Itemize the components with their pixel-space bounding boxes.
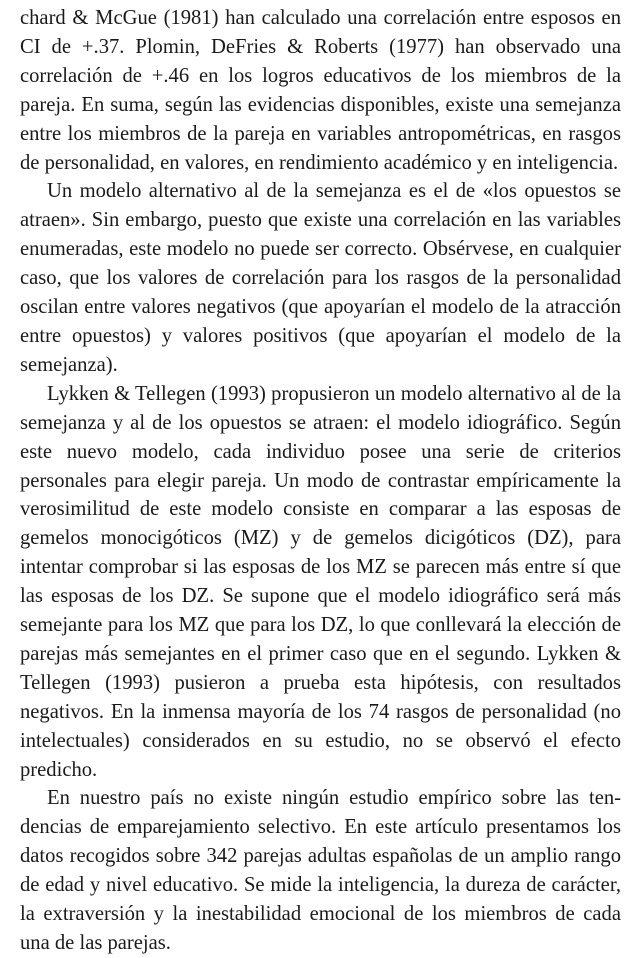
paragraph-present-study: En nuestro país no existe ningún estudio empírico sobre las tendencias de emparejamiento selectivo. En este artículo presentamos los datos recogidos sobre 342 parejas adultas españolas de un amplio rango de edad y nivel educativo. Se mide la inteligencia, la dureza de carácter, la extraversión y la inestabilidad emocional de los miembros de cada una de las parejas. [20,787,621,954]
paragraph-idiographic-model: Lykken & Tellegen (1993) propusieron un modelo alternativo al de la semejanza y al de los opuestos se atraen: el modelo idiográfico. Según este nuevo modelo, cada individuo posee una serie de criterios personales para elegir pareja. Un modo de contrastar empíricamente la verosimilitud de este modelo consiste en comparar a las esposas de gemelos monocigóticos (MZ) y de gemelos dicigóticos (DZ), para intentar comprobar si las esposas de los MZ se parecen más entre sí que las esposas de los DZ. Se supone que el modelo idiográfico será más semejante para los MZ que para los DZ, lo que conllevará la elección de parejas más semejantes en el primer caso que en el segundo. Lykken & Tellegen (1993) pusieron a prueba esta hipótesis, con resultados negativos. En la inmensa mayoría de los 74 rasgos de personalidad (no intelectuales) considerados en su estudio, no se observó el efecto predicho. [20,382,621,781]
paragraph-continued: chard & McGue (1981) han calculado una correlación entre esposos en CI de +.37. Plomin, DeFries & Roberts (1977) han observado una correlación de +.46 en los logros educativos de los miembros de la pareja. En suma, según las evidencias disponibles, existe una semejanza entre los miembros de la pareja en variables antropométricas, en rasgos de personalidad, en valores, en rendimiento académico y en inteligencia. [20,7,621,174]
paragraph-opposites-model: Un modelo alternativo al de la semejanza es el de «los opuestos se atraen». Sin embargo, puesto que existe una correlación en las variables enumeradas, este modelo no puede ser correcto. Obsérvese, en cualquier caso, que los valores de correlación para los rasgos de la personalidad oscilan entre valores negativos (que apoyarían el modelo de la atracción entre opuestos) y valores positivos (que apoyarían el modelo de la semejanza). [20,180,621,376]
